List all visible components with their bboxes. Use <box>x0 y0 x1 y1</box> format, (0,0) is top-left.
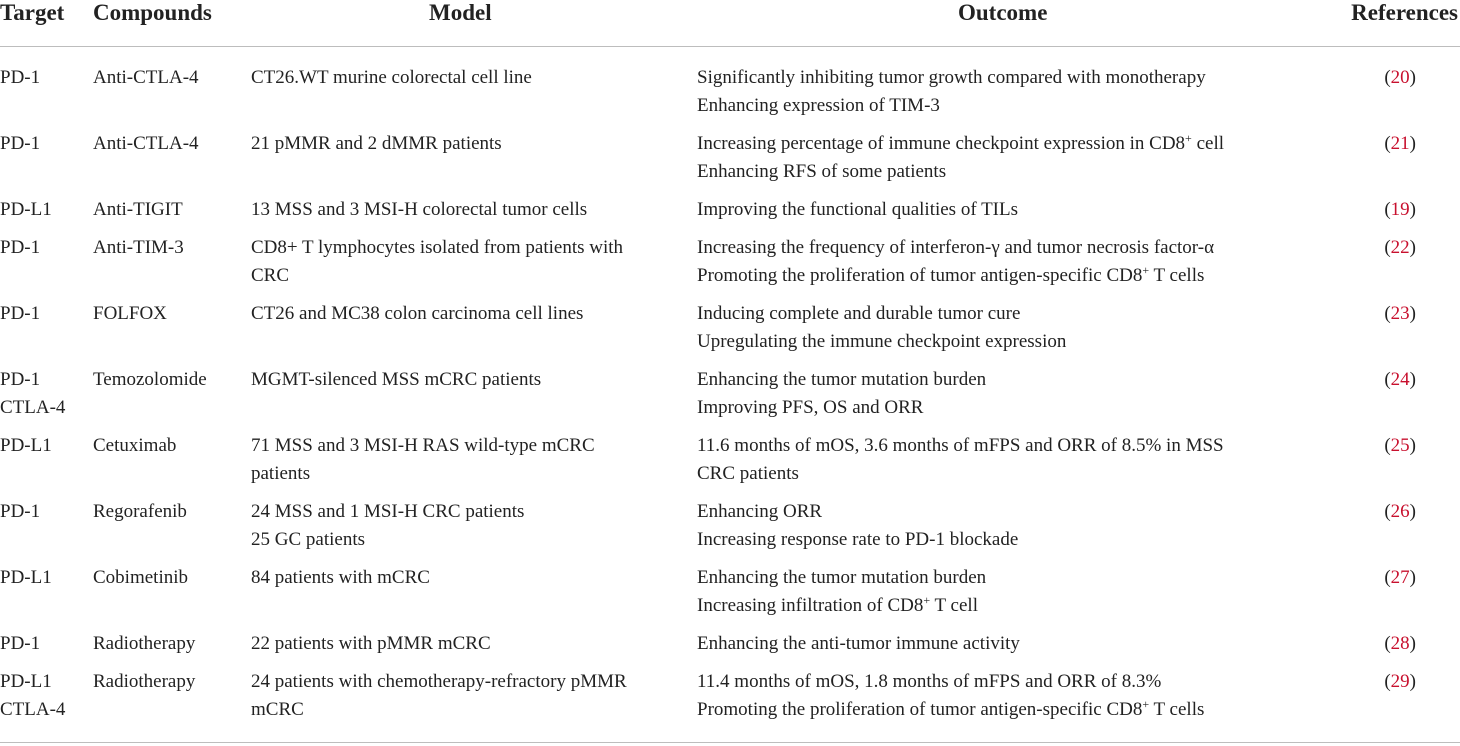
outcome-text-suffix: cell <box>1191 133 1225 154</box>
cell-target <box>0 668 65 724</box>
target-line: PD-1 <box>0 237 41 258</box>
outcome-line <box>697 130 1224 158</box>
model-line: 71 MSS and 3 MSI-H RAS wild-type mCRC <box>251 435 595 456</box>
cell-compound <box>93 366 207 394</box>
cell-model <box>251 432 595 488</box>
compound-text: Temozolomide <box>93 369 207 390</box>
outcome-text: Increasing the frequency of interferon-γ and tumor necrosis factor-α <box>697 237 1215 258</box>
cell-compound <box>93 64 199 92</box>
cell-outcome <box>697 498 1018 554</box>
model-line: 84 patients with mCRC <box>251 567 430 588</box>
outcome-text: Increasing percentage of immune checkpoint expression in CD8 <box>697 133 1186 154</box>
outcome-line <box>697 460 1224 488</box>
model-line: patients <box>251 463 311 484</box>
superscript: + <box>1142 263 1150 277</box>
cell-model <box>251 234 623 290</box>
outcome-line <box>697 564 986 592</box>
cell-outcome <box>697 668 1204 724</box>
model-line: CRC <box>251 265 290 286</box>
model-line: 21 pMMR and 2 dMMR patients <box>251 133 502 154</box>
outcome-line <box>697 262 1214 290</box>
cell-outcome <box>697 432 1224 488</box>
outcome-text: Improving PFS, OS and ORR <box>697 397 924 418</box>
cell-reference <box>1384 300 1416 328</box>
reference-link[interactable]: (25) <box>1384 435 1416 456</box>
cell-model <box>251 366 541 394</box>
cell-compound <box>93 130 199 158</box>
compound-text: Cobimetinib <box>93 567 188 588</box>
cell-reference <box>1384 196 1416 224</box>
outcome-line <box>697 498 1018 526</box>
cell-target <box>0 196 52 224</box>
cell-model <box>251 668 627 724</box>
reference-link[interactable]: (29) <box>1384 671 1416 692</box>
header-compounds: Compounds <box>93 0 212 25</box>
outcome-line <box>697 630 1020 658</box>
target-line: CTLA-4 <box>0 397 66 418</box>
compound-text: Anti-TIM-3 <box>93 237 184 258</box>
outcome-line <box>697 196 1018 224</box>
reference-link[interactable]: (21) <box>1384 133 1416 154</box>
cell-model <box>251 498 524 554</box>
target-line: PD-1 <box>0 501 41 522</box>
target-line: PD-1 <box>0 133 41 154</box>
target-line: PD-1 <box>0 369 41 390</box>
compound-text: FOLFOX <box>93 303 167 324</box>
reference-link[interactable]: (19) <box>1384 199 1416 220</box>
cell-outcome <box>697 564 986 620</box>
outcome-text: Enhancing the tumor mutation burden <box>697 567 987 588</box>
cell-outcome <box>697 196 1018 224</box>
cell-compound <box>93 432 176 460</box>
compound-text: Radiotherapy <box>93 671 196 692</box>
cell-model <box>251 130 502 158</box>
reference-number[interactable]: 23 <box>1390 303 1410 324</box>
outcome-text: Improving the functional qualities of TILs <box>697 199 1018 220</box>
outcome-text: Promoting the proliferation of tumor antigen-specific CD8 <box>697 265 1143 286</box>
model-line: CT26.WT murine colorectal cell line <box>251 67 532 88</box>
cell-outcome <box>697 630 1020 658</box>
reference-link[interactable]: (24) <box>1384 369 1416 390</box>
outcome-text: 11.4 months of mOS, 1.8 months of mFPS and ORR of 8.3% <box>697 671 1162 692</box>
header-target: Target <box>0 0 65 25</box>
cell-target <box>0 300 40 328</box>
model-line: MGMT-silenced MSS mCRC patients <box>251 369 542 390</box>
outcome-line <box>697 394 986 422</box>
cell-outcome <box>697 300 1066 356</box>
cell-target <box>0 564 52 592</box>
target-line: PD-1 <box>0 303 41 324</box>
cell-compound <box>93 630 195 658</box>
cell-model <box>251 564 430 592</box>
cell-reference <box>1384 498 1416 526</box>
outcome-line <box>697 696 1204 724</box>
header-model: Model <box>429 0 492 25</box>
outcome-text-suffix: T cells <box>1149 699 1205 720</box>
cell-reference <box>1384 668 1416 696</box>
model-line: mCRC <box>251 699 304 720</box>
compound-text: Radiotherapy <box>93 633 196 654</box>
table-header <box>0 0 1460 47</box>
target-line: CTLA-4 <box>0 699 66 720</box>
cell-target <box>0 432 52 460</box>
target-line: PD-1 <box>0 67 41 88</box>
reference-link[interactable]: (26) <box>1384 501 1416 522</box>
reference-number[interactable]: 26 <box>1390 501 1410 522</box>
outcome-text: Enhancing RFS of some patients <box>697 161 947 182</box>
cell-reference <box>1384 432 1416 460</box>
model-line: 24 patients with chemotherapy-refractory pMMR <box>251 671 627 692</box>
model-line: CT26 and MC38 colon carcinoma cell lines <box>251 303 584 324</box>
cell-reference <box>1384 366 1416 394</box>
cell-reference <box>1384 64 1416 92</box>
cell-target <box>0 234 40 262</box>
cell-reference <box>1384 130 1416 158</box>
reference-link[interactable]: (23) <box>1384 303 1416 324</box>
target-line: PD-L1 <box>0 567 52 588</box>
outcome-line <box>697 92 1206 120</box>
superscript: + <box>923 593 931 607</box>
cell-outcome <box>697 366 986 422</box>
outcome-line <box>697 64 1206 92</box>
cell-outcome <box>697 130 1224 186</box>
model-line: 13 MSS and 3 MSI-H colorectal tumor cells <box>251 199 588 220</box>
model-line: 22 patients with pMMR mCRC <box>251 633 491 654</box>
reference-number[interactable]: 19 <box>1390 199 1410 220</box>
target-line: PD-L1 <box>0 435 52 456</box>
outcome-line <box>697 234 1214 262</box>
cell-compound <box>93 196 183 224</box>
cell-compound <box>93 234 184 262</box>
outcome-text-suffix: T cells <box>1149 265 1205 286</box>
compound-text: Regorafenib <box>93 501 187 522</box>
reference-number[interactable]: 29 <box>1390 671 1410 692</box>
reference-link[interactable]: (28) <box>1384 633 1416 654</box>
reference-number[interactable]: 28 <box>1390 633 1410 654</box>
header-outcome: Outcome <box>958 0 1048 25</box>
outcome-text: Upregulating the immune checkpoint expression <box>697 331 1067 352</box>
reference-number[interactable]: 27 <box>1390 567 1410 588</box>
cell-reference <box>1384 234 1416 262</box>
reference-number[interactable]: 22 <box>1390 237 1410 258</box>
compound-text: Anti-TIGIT <box>93 199 183 220</box>
outcome-text: Increasing response rate to PD-1 blockade <box>697 529 1019 550</box>
outcome-text: Enhancing the tumor mutation burden <box>697 369 987 390</box>
cell-compound <box>93 668 195 696</box>
outcome-line <box>697 328 1066 356</box>
cell-reference <box>1384 630 1416 658</box>
reference-number[interactable]: 25 <box>1390 435 1410 456</box>
cell-compound <box>93 300 167 328</box>
cell-model <box>251 196 587 224</box>
outcome-line <box>697 158 1224 186</box>
cell-outcome <box>697 64 1206 120</box>
model-line: 25 GC patients <box>251 529 365 550</box>
target-line: PD-1 <box>0 633 41 654</box>
superscript: + <box>1185 131 1192 145</box>
cell-outcome <box>697 234 1214 290</box>
cell-compound <box>93 564 188 592</box>
superscript: + <box>1142 697 1150 711</box>
outcome-text: 11.6 months of mOS, 3.6 months of mFPS and ORR of 8.5% in MSS <box>697 435 1224 456</box>
cell-model <box>251 64 532 92</box>
outcome-line <box>697 432 1224 460</box>
outcome-text: CRC patients <box>697 463 799 484</box>
outcome-text: Promoting the proliferation of tumor antigen-specific CD8 <box>697 699 1143 720</box>
reference-number[interactable]: 20 <box>1390 67 1410 88</box>
outcome-text: Increasing infiltration of CD8 <box>697 595 924 616</box>
outcome-text: Enhancing ORR <box>697 501 823 522</box>
target-line: PD-L1 <box>0 199 52 220</box>
outcome-line <box>697 668 1204 696</box>
outcome-text: Enhancing the anti-tumor immune activity <box>697 633 1020 654</box>
outcome-text: Enhancing expression of TIM-3 <box>697 95 940 116</box>
outcome-text: Significantly inhibiting tumor growth compared with monotherapy <box>697 67 1206 88</box>
outcome-line <box>697 592 986 620</box>
cell-target <box>0 366 65 422</box>
model-line: CD8+ T lymphocytes isolated from patients with <box>251 237 624 258</box>
cell-reference <box>1384 564 1416 592</box>
model-line: 24 MSS and 1 MSI-H CRC patients <box>251 501 525 522</box>
reference-number[interactable]: 21 <box>1390 133 1410 154</box>
bottom-rule <box>0 742 1460 743</box>
reference-number[interactable]: 24 <box>1390 369 1410 390</box>
compound-text: Cetuximab <box>93 435 177 456</box>
outcome-line <box>697 366 986 394</box>
target-line: PD-L1 <box>0 671 52 692</box>
cell-model <box>251 300 583 328</box>
outcome-line <box>697 526 1018 554</box>
cell-compound <box>93 498 187 526</box>
outcome-text: Inducing complete and durable tumor cure <box>697 303 1021 324</box>
outcome-line <box>697 300 1066 328</box>
reference-link[interactable]: (22) <box>1384 237 1416 258</box>
cell-target <box>0 64 40 92</box>
cell-target <box>0 498 40 526</box>
header-references: References <box>1351 0 1458 25</box>
cell-model <box>251 630 491 658</box>
outcome-text-suffix: T cell <box>930 595 978 616</box>
cell-target <box>0 630 40 658</box>
reference-link[interactable]: (20) <box>1384 67 1416 88</box>
cell-target <box>0 130 40 158</box>
reference-link[interactable]: (27) <box>1384 567 1416 588</box>
compound-text: Anti-CTLA-4 <box>93 67 199 88</box>
compound-text: Anti-CTLA-4 <box>93 133 199 154</box>
